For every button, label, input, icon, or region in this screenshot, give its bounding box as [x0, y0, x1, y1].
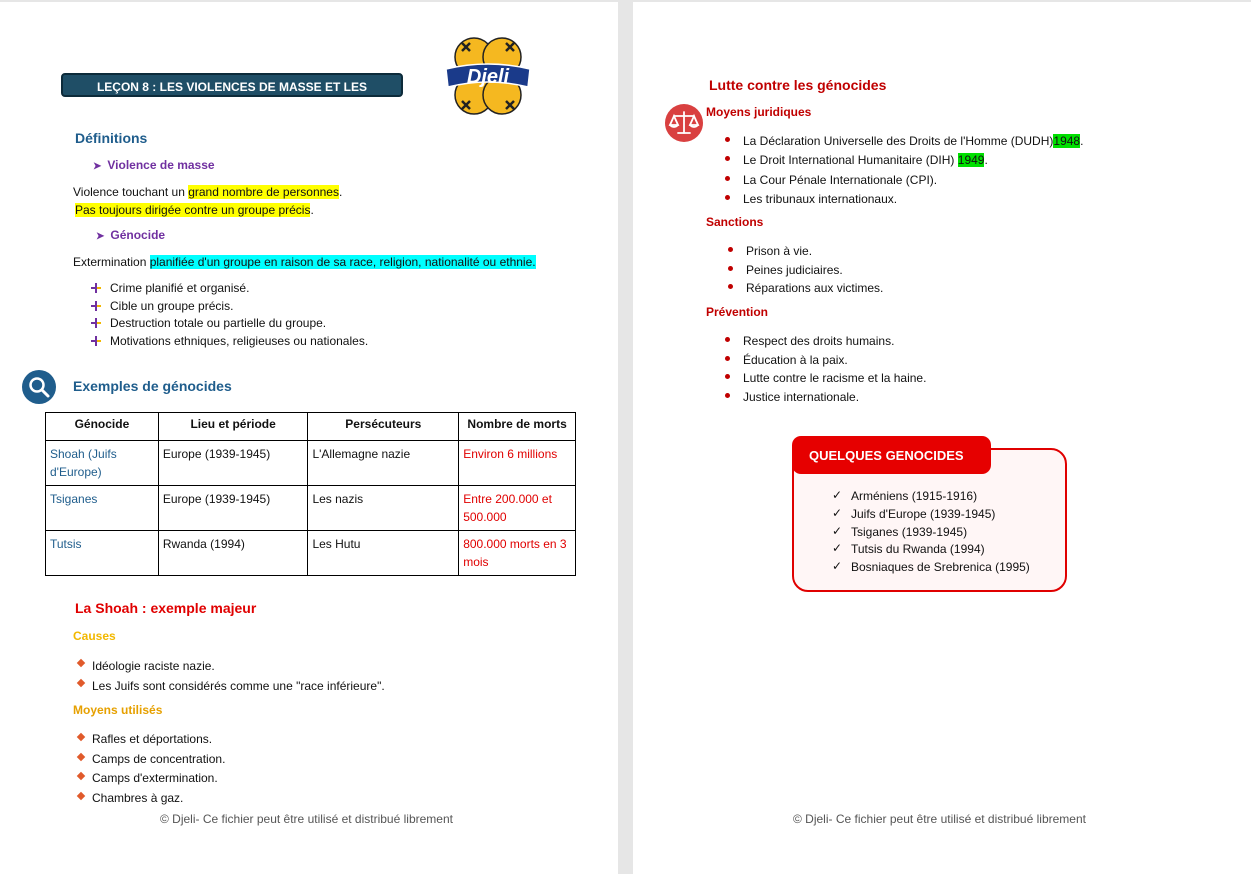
check-icon: ✓	[832, 488, 843, 502]
violence-definition: Violence touchant un grand nombre de personnes. Pas toujours dirigée contre un groupe précis.	[73, 185, 343, 217]
list-item: Éducation à la paix.	[743, 351, 926, 370]
causes-heading: Causes	[73, 629, 116, 643]
dot-bullet-icon	[725, 176, 730, 181]
means-list	[92, 730, 225, 809]
table-cell: L'Allemagne nazie	[308, 441, 459, 486]
dot-bullet-icon	[725, 374, 730, 379]
cross-bullet-icon	[91, 334, 101, 344]
genocide-definition: Extermination planifiée d'un groupe en raison de sa race, religion, nationalité ou ethnie.	[73, 255, 536, 269]
legal-heading: Moyens juridiques	[706, 105, 812, 119]
list-item: Lutte contre le racisme et la haine.	[743, 369, 926, 388]
list-item: ✓ Tutsis du Rwanda (1994)	[832, 541, 985, 557]
list-item: ✓ Tsiganes (1939-1945)	[832, 523, 968, 539]
table-row	[46, 486, 576, 531]
table-cell: Shoah (Juifs d'Europe)	[46, 441, 159, 486]
prevention-heading: Prévention	[706, 305, 769, 319]
dot-bullet-icon	[725, 393, 730, 398]
causes-list	[92, 656, 385, 696]
check-icon: ✓	[832, 523, 843, 538]
list-item: ✓ Arméniens (1915-1916)	[832, 488, 978, 503]
list-item: Camps de concentration.	[92, 750, 225, 770]
list-item: Les Juifs sont considérés comme une "race inférieure".	[92, 676, 385, 696]
table-cell: 800.000 morts en 3 mois	[459, 531, 576, 576]
logo-text: Djeli	[466, 66, 510, 88]
list-item: Idéologie raciste nazie.	[92, 656, 385, 676]
dot-bullet-icon	[725, 156, 730, 161]
table-row	[46, 441, 576, 486]
diamond-bullet-icon	[77, 659, 85, 667]
genocide-table	[45, 412, 576, 576]
diamond-bullet-icon	[77, 752, 85, 760]
diamond-bullet-icon	[77, 792, 85, 800]
table-cell: Europe (1939-1945)	[158, 441, 308, 486]
table-header-cell: Nombre de morts	[459, 413, 576, 441]
list-item: Chambres à gaz.	[92, 789, 225, 809]
means-heading: Moyens utilisés	[73, 703, 163, 717]
list-item: Les tribunaux internationaux.	[743, 190, 1083, 209]
list-item: Destruction totale ou partielle du groupe.	[110, 315, 368, 333]
djeli-logo	[440, 35, 536, 117]
fight-heading: Lutte contre les génocides	[709, 77, 887, 93]
prevention-list	[743, 332, 926, 407]
dot-bullet-icon	[728, 284, 733, 289]
check-icon: ✓	[832, 541, 843, 556]
list-item: ✓ Juifs d'Europe (1939-1945)	[832, 505, 996, 521]
dot-bullet-icon	[725, 137, 730, 142]
list-item: Respect des droits humains.	[743, 332, 926, 351]
diamond-bullet-icon	[77, 733, 85, 741]
diamond-bullet-icon	[77, 772, 85, 780]
table-header-cell: Persécuteurs	[308, 413, 459, 441]
genocide-bullets	[110, 280, 368, 350]
table-header-cell: Lieu et période	[158, 413, 308, 441]
check-icon: ✓	[832, 505, 843, 520]
list-item: Camps d'extermination.	[92, 769, 225, 789]
dot-bullet-icon	[725, 337, 730, 342]
table-cell: Les nazis	[308, 486, 459, 531]
cross-bullet-icon	[91, 299, 101, 309]
examples-heading: Exemples de génocides	[73, 378, 232, 394]
legal-list	[743, 132, 1083, 209]
list-item: Rafles et déportations.	[92, 730, 225, 750]
lesson-title: LEÇON 8 : LES VIOLENCES DE MASSE ET LES GÉNOCIDES	[61, 73, 403, 97]
violence-heading: ➤ Violence de masse	[93, 158, 215, 172]
list-item: Le Droit International Humanitaire (DIH) 1949.	[743, 151, 1083, 170]
table-cell: Entre 200.000 et 500.000	[459, 486, 576, 531]
cross-bullet-icon	[91, 281, 101, 291]
footer-page-2: © Djeli- Ce fichier peut être utilisé et distribué librement	[793, 812, 1086, 826]
genocides-box-title: QUELQUES GENOCIDES	[792, 436, 991, 474]
shoah-heading: La Shoah : exemple majeur	[75, 600, 257, 616]
definitions-heading: Définitions	[75, 130, 148, 146]
list-item: Cible un groupe précis.	[110, 298, 368, 316]
list-item: Justice internationale.	[743, 388, 926, 407]
table-cell: Europe (1939-1945)	[158, 486, 308, 531]
dot-bullet-icon	[725, 356, 730, 361]
search-icon	[22, 370, 56, 409]
list-item: ✓ Bosniaques de Srebrenica (1995)	[832, 559, 1030, 575]
table-header-cell: Génocide	[46, 413, 159, 441]
footer-page-1: © Djeli- Ce fichier peut être utilisé et distribué librement	[160, 812, 453, 826]
table-cell: Rwanda (1994)	[158, 531, 308, 576]
scales-icon	[664, 103, 704, 148]
document-page-1	[0, 2, 618, 874]
list-item: Peines judiciaires.	[746, 261, 883, 280]
dot-bullet-icon	[728, 266, 733, 271]
sanctions-heading: Sanctions	[706, 215, 764, 229]
list-item: Prison à vie.	[746, 242, 883, 261]
sanctions-list	[746, 242, 883, 298]
list-item: Réparations aux victimes.	[746, 279, 883, 298]
list-item: La Déclaration Universelle des Droits de l'Homme (DUDH)1948.	[743, 132, 1083, 151]
genocides-box-list	[832, 488, 1030, 577]
list-item: Motivations ethniques, religieuses ou nationales.	[110, 333, 368, 351]
check-icon: ✓	[832, 559, 843, 574]
table-cell: Tsiganes	[46, 486, 159, 531]
cross-bullet-icon	[91, 316, 101, 326]
table-row	[46, 531, 576, 576]
document-page-2	[633, 2, 1251, 874]
table-cell: Les Hutu	[308, 531, 459, 576]
list-item: La Cour Pénale Internationale (CPI).	[743, 171, 1083, 190]
dot-bullet-icon	[728, 247, 733, 252]
table-cell: Tutsis	[46, 531, 159, 576]
list-item: Crime planifié et organisé.	[110, 280, 368, 298]
table-cell: Environ 6 millions	[459, 441, 576, 486]
diamond-bullet-icon	[77, 679, 85, 687]
genocide-heading: ➤ Génocide	[96, 228, 166, 242]
dot-bullet-icon	[725, 195, 730, 200]
